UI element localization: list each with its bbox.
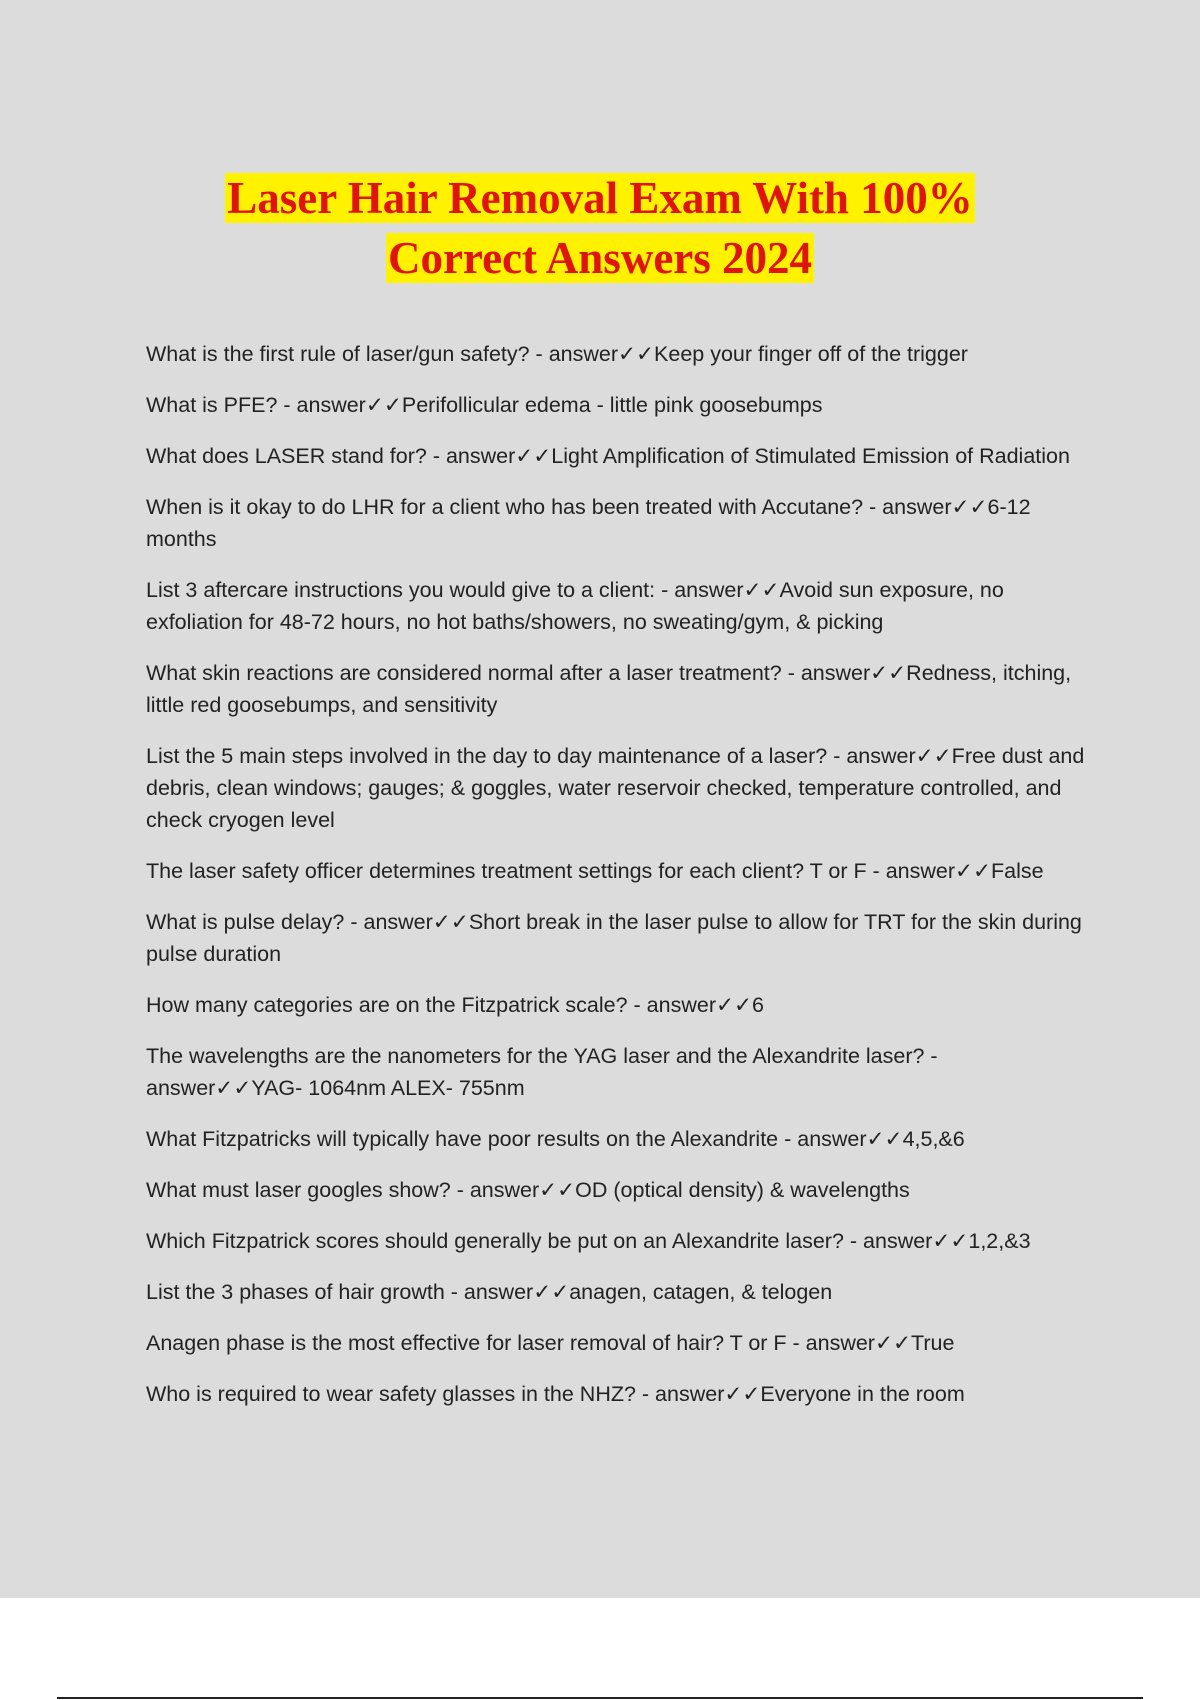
qa-item: What does LASER stand for? - answer✓✓Light Amplification of Stimulated Emission of Radiation	[146, 444, 1070, 468]
qa-item: What must laser googles show? - answer✓✓OD (optical density) & wavelengths	[146, 1178, 910, 1202]
title-line-2: Correct Answers 2024	[387, 233, 813, 283]
qa-item: Anagen phase is the most effective for laser removal of hair? T or F - answer✓✓True	[146, 1331, 955, 1355]
qa-item: Who is required to wear safety glasses in the NHZ? - answer✓✓Everyone in the room	[146, 1382, 965, 1406]
qa-item: List 3 aftercare instructions you would give to a client: - answer✓✓Avoid sun exposure, no exfoliation for 48-72 hours, no hot baths/showers, no sweating/gym, & picking	[146, 578, 1004, 634]
qa-list	[146, 338, 1086, 1429]
qa-item: What skin reactions are considered normal after a laser treatment? - answer✓✓Redness, itching, little red goosebumps, and sensitivity	[146, 661, 1072, 717]
qa-item: What is the first rule of laser/gun safety? - answer✓✓Keep your finger off of the trigger	[146, 342, 968, 366]
qa-item: How many categories are on the Fitzpatrick scale? - answer✓✓6	[146, 993, 764, 1017]
qa-item: What is pulse delay? - answer✓✓Short break in the laser pulse to allow for TRT for the skin during pulse duration	[146, 910, 1082, 966]
qa-item: What is PFE? - answer✓✓Perifollicular edema - little pink goosebumps	[146, 393, 823, 417]
qa-item: The laser safety officer determines treatment settings for each client? T or F - answer✓✓False	[146, 859, 1044, 883]
qa-item: When is it okay to do LHR for a client who has been treated with Accutane? - answer✓✓6-12 months	[146, 495, 1031, 551]
qa-item: List the 3 phases of hair growth - answer✓✓anagen, catagen, & telogen	[146, 1280, 833, 1304]
document-title	[0, 168, 1200, 288]
footer-divider	[57, 1697, 1143, 1699]
qa-item: List the 5 main steps involved in the day to day maintenance of a laser? - answer✓✓Free dust and debris, clean windows; gauges; & goggles, water reservoir checked, temperature controlled, and check cryogen level	[146, 744, 1085, 832]
qa-item: Which Fitzpatrick scores should generally be put on an Alexandrite laser? - answer✓✓1,2,&3	[146, 1229, 1031, 1253]
title-line-1: Laser Hair Removal Exam With 100%	[227, 173, 973, 223]
qa-item: What Fitzpatricks will typically have poor results on the Alexandrite - answer✓✓4,5,&6	[146, 1127, 965, 1151]
qa-item: The wavelengths are the nanometers for the YAG laser and the Alexandrite laser? - answer✓✓YAG- 1064nm ALEX- 755nm	[146, 1044, 938, 1100]
